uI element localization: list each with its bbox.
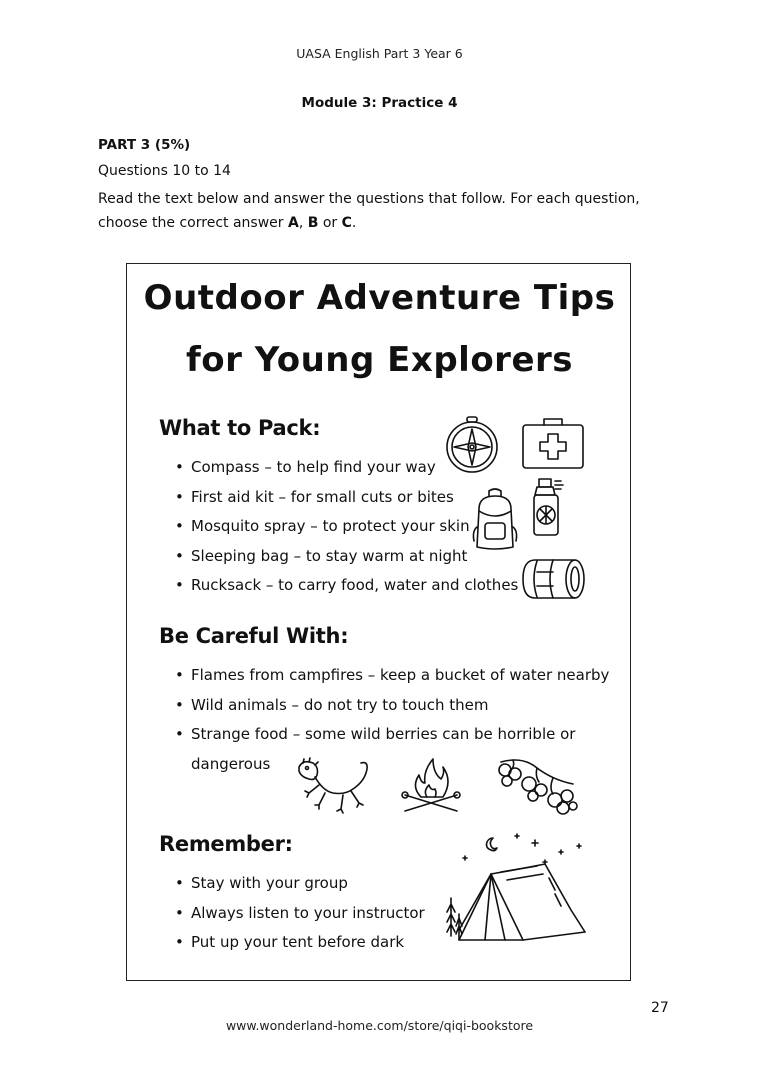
option-c: C (341, 215, 352, 231)
careful-list (175, 661, 609, 750)
first-aid-kit-icon (522, 417, 584, 469)
footer-url: www.wonderland-home.com/store/qiqi-bookstore (225, 1018, 534, 1033)
list-item: • Stay with your group (175, 869, 425, 899)
option-b: B (307, 215, 319, 231)
poster-title-line-2: for Young Explorers (185, 340, 574, 380)
list-item: • First aid kit – for small cuts or bites (175, 483, 518, 513)
list-item: • Wild animals – do not try to touch them (175, 691, 609, 721)
page-header: UASA English Part 3 Year 6 (296, 46, 463, 61)
instr-comma: , (298, 215, 308, 231)
berries-icon (493, 754, 579, 816)
poster (126, 263, 631, 981)
list-item: • Always listen to your instructor (175, 899, 425, 929)
poster-title-line-1: Outdoor Adventure Tips (143, 278, 616, 318)
careful-heading: Be Careful With: (159, 624, 349, 648)
pack-heading: What to Pack: (159, 416, 321, 440)
lizard-icon (295, 757, 371, 815)
module-title: Module 3: Practice 4 (301, 95, 458, 111)
instructions-line-1: Read the text below and answer the questions that follow. For each question, (98, 191, 640, 207)
tent-icon (445, 830, 595, 948)
list-item: • Sleeping bag – to stay warm at night (175, 542, 518, 572)
option-a: A (287, 215, 299, 231)
instr-prefix: choose the correct answer (98, 215, 288, 231)
list-item: • Strange food – some wild berries can be horrible or (175, 720, 609, 750)
remember-list (175, 869, 425, 958)
remember-heading: Remember: (159, 832, 293, 856)
instructions-line-2 (98, 211, 678, 235)
sleeping-bag-icon (521, 558, 585, 600)
list-item: • Compass – to help find your way (175, 453, 518, 483)
rucksack-icon (471, 487, 519, 551)
list-item: • Flames from campfires – keep a bucket of water nearby (175, 661, 609, 691)
campfire-icon (399, 753, 463, 817)
instructions (98, 187, 678, 235)
list-item: • Mosquito spray – to protect your skin (175, 512, 518, 542)
questions-label: Questions 10 to 14 (98, 163, 231, 179)
instr-or: or (318, 215, 342, 231)
instr-period: . (351, 215, 357, 231)
part-label: PART 3 (5%) (98, 137, 191, 153)
compass-icon (444, 416, 500, 474)
mosquito-spray-icon (531, 477, 575, 537)
pack-list (175, 453, 518, 601)
careful-continuation: dangerous (191, 755, 271, 773)
page-number: 27 (651, 1000, 669, 1016)
list-item: • Rucksack – to carry food, water and clothes (175, 571, 518, 601)
list-item: • Put up your tent before dark (175, 928, 425, 958)
